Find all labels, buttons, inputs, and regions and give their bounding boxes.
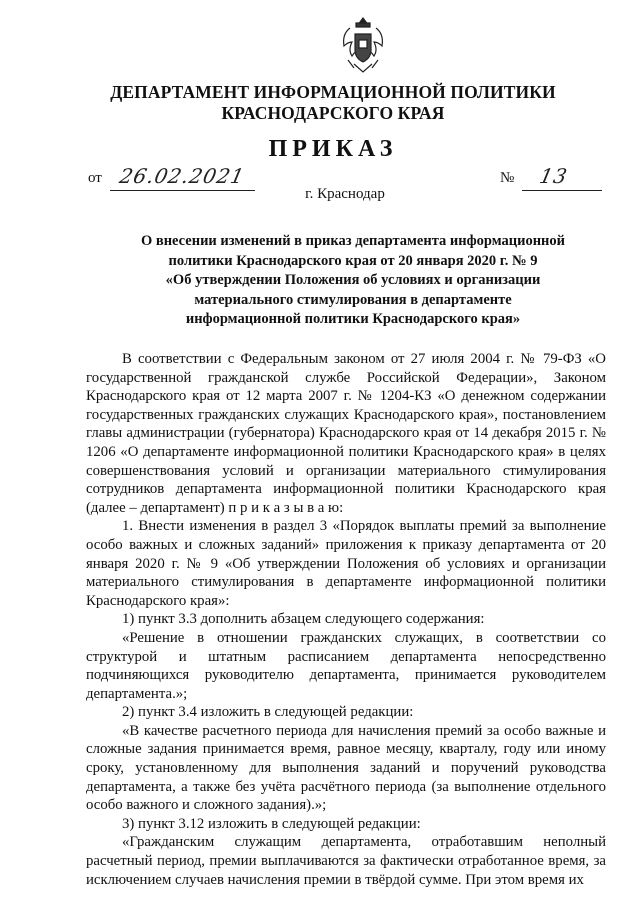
subject-line: материального стимулирования в департаменте [194, 291, 512, 308]
date-label: от [88, 170, 102, 186]
subject-line: политики Краснодарского края от 20 января 2020 г. № 9 [168, 252, 538, 269]
body-paragraph: 1) пункт 3.3 дополнить абзацем следующего содержания: [122, 611, 485, 628]
order-date-row [88, 164, 248, 188]
order-title: ПРИКАЗ [268, 136, 398, 162]
number-label: № [500, 170, 515, 186]
body-paragraph: 1. Внести изменения в раздел 3 «Порядок выплаты премий за выполнение особо важных и сложных заданий» приложения к приказу департамента от 20 января 2020 г. № 9 «Об утверждении Положения об условиях и организации материального стимулирования в департаменте информационной политики Краснодарского края»: [86, 518, 606, 609]
city-name: г. Краснодар [305, 186, 385, 202]
body-paragraph: 3) пункт 3.12 изложить в следующей редакции: [122, 815, 421, 832]
coat-of-arms-emblem [340, 14, 386, 76]
order-subject [118, 232, 588, 330]
body-paragraph: «Решение в отношении гражданских служащих, в соответствии со структурой и штатным расписанием департамента непосредственно подчиняющихся руководителю департамента, принимается руководителем департамента.»; [86, 629, 606, 702]
body-paragraph: 2) пункт 3.4 изложить в следующей редакции: [122, 704, 414, 721]
order-body [86, 350, 606, 889]
handwritten-number: 13 [537, 164, 571, 188]
handwritten-date: 26.02.2021 [117, 164, 248, 188]
subject-line: О внесении изменений в приказ департамента информационной [140, 233, 566, 249]
body-paragraph: В соответствии с Федеральным законом от 27 июля 2004 г. № 79-ФЗ «О государственной гражданской службе Российской Федерации», Законом Краснодарского края от 12 марта 2007 г. № 1204-КЗ «О денежном содержании государственных гражданских служащих Краснодарского края», постановлением главы администрации (губернатора) Краснодарского края от 14 декабря 2015 г. № 1206 «О департаменте информационной политики Краснодарского края» в целях совершенствования условий и организации материального стимулирования сотрудников департамента информационной политики Краснодарского края (далее – департамент) п р и к а з ы в а ю: [86, 351, 606, 516]
body-paragraph: «Гражданским служащим департамента, отработавшим неполный расчетный период, премии выплачиваются за фактически отработанное время, за исключением случаев начисления премии в твёрдой сумме. При этом время их [86, 834, 606, 888]
subject-line: «Об утверждении Положения об условиях и организации [165, 272, 541, 288]
order-number-row [500, 164, 571, 188]
department-name-line1: ДЕПАРТАМЕНТ ИНФОРМАЦИОННОЙ ПОЛИТИКИ [110, 82, 556, 102]
body-paragraph: «В качестве расчетного периода для начисления премий за особо важные и сложные задания принимается время, равное месяцу, кварталу, году или иному сроку, установленному для выполнения заданий и поручений руководства департамента, а также без учёта расчётного периода (за выполнение отдельного особо важного и сложного задания).»; [86, 722, 606, 814]
department-name-line2: КРАСНОДАРСКОГО КРАЯ [221, 103, 445, 123]
subject-line: информационной политики Краснодарского края» [185, 311, 521, 327]
